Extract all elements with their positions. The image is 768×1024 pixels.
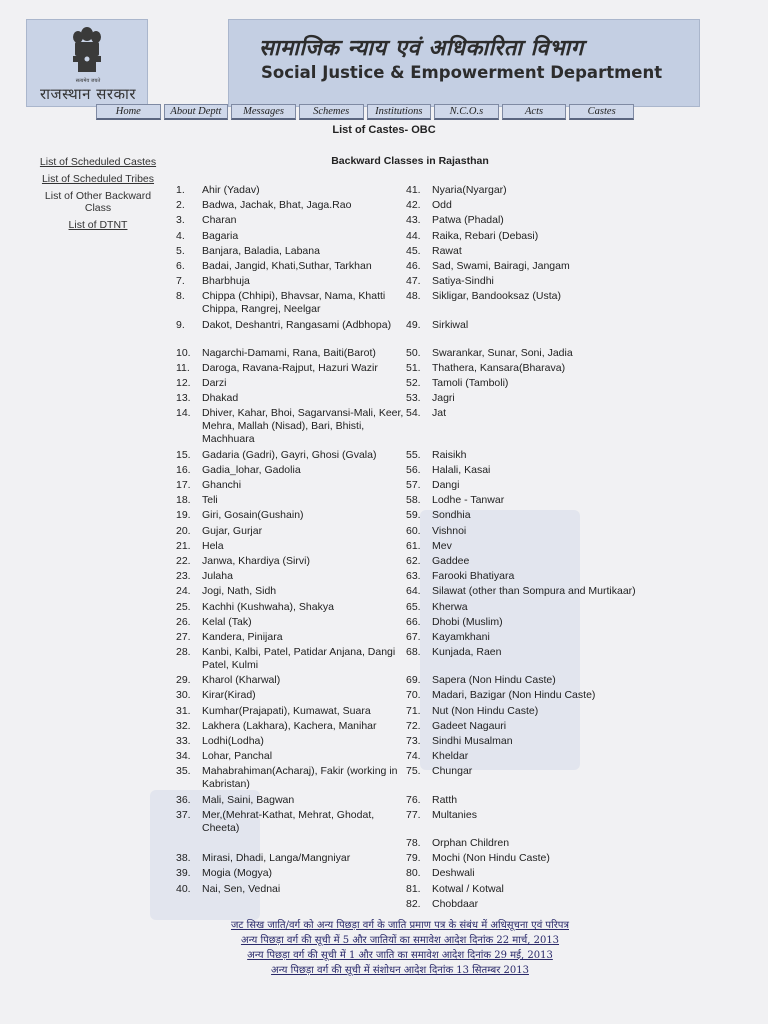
caste-list-item [406,898,706,913]
item-number: 25. [176,600,191,613]
caste-list-item [176,509,410,524]
caste-list-item [406,245,706,260]
caste-name: Sapera (Non Hindu Caste) [432,674,556,687]
item-number: 45. [406,244,421,257]
caste-name: Sindhi Musalman [432,735,513,747]
notification-link-5-castes[interactable]: अन्य पिछड़ा वर्ग की सूची में 5 और जातियों का समावेश आदेश दिनांक 22 मार्च, 2013 [240,935,560,946]
caste-list-item [406,809,706,837]
caste-list-item [406,794,706,809]
caste-list-item [406,883,706,898]
caste-list-item [406,319,706,347]
caste-name: Mogia (Mogya) [202,867,273,880]
item-number: 57. [406,479,421,491]
item-number: 39. [176,867,191,880]
item-number: 56. [406,463,421,476]
caste-list-item [406,646,706,674]
caste-name: Kherwa [432,600,468,613]
item-number: 51. [406,361,421,374]
caste-name: Kotwal / Kotwal [432,882,504,895]
item-number: 66. [406,615,421,628]
caste-list-item [406,214,706,229]
item-number: 63. [406,570,421,583]
caste-name: Kirar(Kirad) [202,689,256,702]
item-number: 20. [176,524,191,537]
caste-list-item [406,570,706,585]
item-number: 53. [406,392,421,405]
caste-list-item [176,214,410,229]
item-number: 18. [176,494,191,507]
item-number: 82. [406,897,421,910]
caste-list-item [176,852,410,867]
caste-list-item [176,794,410,809]
item-number: 17. [176,479,191,491]
caste-name: Sikligar, Bandooksaz (Usta) [432,290,561,303]
caste-list-item [176,290,410,318]
item-number: 2. [176,199,185,212]
caste-list-item [406,392,706,407]
caste-list-left [176,184,410,898]
item-number: 13. [176,392,191,405]
item-number: 19. [176,509,191,522]
caste-name: Janwa, Khardiya (Sirvi) [202,554,310,567]
sidebar-link-scheduled-tribes[interactable]: List of Scheduled Tribes [41,173,155,185]
caste-name: Chippa (Chhipi), Bhavsar, Nama, Khatti Chippa, Rangrej, Neelgar [202,290,386,316]
item-number: 21. [176,539,191,552]
ashoka-emblem-icon [65,24,109,78]
caste-name: Mahabrahiman(Acharaj), Fakir (working in Kabristan) [202,765,398,791]
caste-list-item [176,449,410,464]
caste-name: Kelal (Tak) [202,615,252,628]
caste-name: Julaha [202,570,233,583]
caste-name: Gadia_lohar, Gadolia [202,463,301,476]
item-number: 75. [406,765,421,778]
state-emblem-panel [26,19,148,107]
caste-name: Badwa, Jachak, Bhat, Jaga.Rao [202,199,352,212]
item-number: 6. [176,259,185,272]
caste-list-item [176,275,410,290]
caste-name: Gaddee [432,554,470,567]
caste-name: Kachhi (Kushwaha), Shakya [202,600,334,613]
caste-list-item [176,540,410,555]
caste-name: Kayamkhani [432,630,490,643]
caste-list-item [176,319,410,347]
item-number: 62. [406,554,421,567]
caste-name: Hela [202,539,224,552]
item-number: 71. [406,704,421,717]
item-number: 72. [406,719,421,732]
item-number: 7. [176,275,185,288]
caste-list-item [406,867,706,882]
caste-name: Nyaria(Nyargar) [432,184,507,196]
caste-name: Gujar, Gurjar [202,524,263,537]
caste-list-item [176,199,410,214]
item-number: 11. [176,361,190,374]
caste-list-item [406,852,706,867]
caste-name: Kheldar [432,750,469,763]
caste-name: Kandera, Pinijara [202,630,283,643]
caste-list-item [176,750,410,765]
notification-link-amendment[interactable]: अन्य पिछड़ा वर्ग की सूची में संशोधन आदेश दिनांक 13 सितम्बर 2013 [271,965,529,976]
department-title-hindi: सामाजिक न्याय एवं अधिकारिता विभाग [259,36,584,61]
caste-name: Chungar [432,765,473,778]
item-number: 74. [406,750,421,763]
item-number: 14. [176,407,191,420]
caste-list-item [406,464,706,479]
caste-name: Deshwali [432,867,475,880]
item-number: 61. [406,539,421,552]
caste-name: Silawat (other than Sompura and Murtikaar) [432,585,636,598]
item-number: 73. [406,735,421,747]
item-number: 1. [176,184,185,196]
caste-list-right [406,184,706,913]
caste-list-item [406,525,706,540]
nav-schemes[interactable]: Schemes [299,104,364,120]
item-number: 35. [176,765,191,778]
caste-name: Mev [432,539,452,552]
caste-list-item [176,735,410,750]
notification-link-1-caste[interactable]: अन्य पिछड़ा वर्ग की सूची में 1 और जाति का समावेश आदेश दिनांक 29 मई, 2013 [247,950,553,961]
item-number: 70. [406,689,421,702]
caste-name: Mali, Saini, Bagwan [202,793,295,806]
item-number: 33. [176,735,191,747]
department-banner [228,19,700,107]
caste-list-item [406,377,706,392]
caste-list-item [176,479,410,494]
caste-name: Sirkiwal [432,318,469,331]
caste-name: Raika, Rebari (Debasi) [432,229,539,242]
emblem-motto: सत्यमेव जयते [75,78,101,84]
caste-list-item [176,883,410,898]
item-number: 58. [406,494,421,507]
item-number: 60. [406,524,421,537]
caste-list-item [406,290,706,318]
caste-name: Nagarchi-Damami, Rana, Baiti(Barot) [202,346,376,359]
caste-name: Kanbi, Kalbi, Patel, Patidar Anjana, Dangi Patel, Kulmi [202,646,396,672]
top-nav [96,104,634,118]
caste-name: Jagri [432,392,455,405]
item-number: 23. [176,570,191,583]
caste-name: Bagaria [202,229,239,242]
item-number: 28. [176,646,191,659]
caste-name: Dakot, Deshantri, Rangasami (Adbhopa) [202,318,392,331]
caste-list-item [406,689,706,704]
caste-list-item [176,464,410,479]
item-number: 46. [406,259,421,272]
caste-name: Farooki Bhatiyara [432,570,515,583]
item-number: 4. [176,229,185,242]
caste-name: Madari, Bazigar (Non Hindu Caste) [432,689,596,702]
caste-name: Thathera, Kansara(Bharava) [432,361,566,374]
item-number: 9. [176,318,185,331]
caste-list-item [176,392,410,407]
caste-list-item [406,509,706,524]
caste-name: Patwa (Phadal) [432,214,504,227]
item-number: 40. [176,882,191,895]
caste-name: Kunjada, Raen [432,646,502,659]
item-number: 44. [406,229,421,242]
caste-list-item [406,449,706,464]
item-number: 41. [406,184,421,196]
caste-list-item [406,347,706,362]
caste-name [202,837,410,852]
item-number: 26. [176,615,191,628]
item-number: 50. [406,346,421,359]
caste-list-item [176,347,410,362]
caste-list-item [406,479,706,494]
caste-name: Ahir (Yadav) [202,184,260,196]
caste-name: Ghanchi [202,479,242,491]
nav-castes[interactable]: Castes [569,104,634,120]
caste-list-item [176,260,410,275]
caste-name: Tamoli (Tamboli) [432,377,509,390]
caste-list-item [176,601,410,616]
caste-name: Gadaria (Gadri), Gayri, Ghosi (Gvala) [202,448,377,461]
item-number: 80. [406,867,421,880]
caste-list-item [406,275,706,290]
item-number: 42. [406,199,421,212]
caste-name: Kumhar(Prajapati), Kumawat, Suara [202,704,371,717]
item-number: 65. [406,600,421,613]
item-number: 36. [176,793,191,806]
caste-list-item [176,616,410,631]
item-number: 15. [176,448,191,461]
item-number: 43. [406,214,421,227]
caste-name: Mochi (Non Hindu Caste) [432,852,550,865]
caste-name: Ratth [432,793,458,806]
caste-list-item [406,720,706,735]
caste-list-item [406,837,706,852]
nav-acts[interactable]: Acts [502,104,567,120]
caste-name: Jogi, Nath, Sidh [202,585,277,598]
caste-list-item [176,362,410,377]
caste-name: Dhobi (Muslim) [432,615,503,628]
caste-name: Teli [202,494,218,507]
caste-list-item [406,540,706,555]
notification-links [140,918,660,978]
nav-messages[interactable]: Messages [231,104,296,120]
item-number: 77. [406,808,421,821]
item-number: 8. [176,290,185,303]
item-number: 49. [406,318,421,331]
caste-name: Daroga, Ravana-Rajput, Hazuri Wazir [202,361,378,374]
item-number: 24. [176,585,191,598]
caste-list-item [176,674,410,689]
caste-name: Lakhera (Lakhara), Kachera, Manihar [202,719,377,732]
notification-link-jat-sikh[interactable]: जट सिख जाति/वर्ग को अन्य पिछड़ा वर्ग के जाति प्रमाण पत्र के संबंध में अधिसूचना एवं परिपत्र [230,920,569,931]
caste-list-item [406,585,706,600]
sidebar-link-dtnt[interactable]: List of DTNT [68,219,128,231]
caste-name: Satiya-Sindhi [432,275,494,288]
caste-name: Darzi [202,377,227,390]
item-number: 64. [406,585,421,598]
caste-list-item [406,674,706,689]
caste-name: Sad, Swami, Bairagi, Jangam [432,259,570,272]
caste-list-item [406,616,706,631]
caste-list-item [406,735,706,750]
caste-name: Bharbhuja [202,275,250,288]
caste-list-item [176,631,410,646]
caste-name: Rawat [432,244,462,257]
state-name: राजस्थान सरकार [39,85,137,103]
caste-list-item [176,555,410,570]
caste-list-item [176,720,410,735]
list-title: Backward Classes in Rajasthan [331,155,489,167]
item-number: 55. [406,448,421,461]
caste-name: Dhakad [202,392,239,405]
item-number: 59. [406,509,421,522]
item-number: 27. [176,630,191,643]
sidebar [34,156,162,236]
item-number: 5. [176,244,185,257]
item-number: 16. [176,463,191,476]
caste-name: Sondhia [432,509,471,522]
caste-name: Charan [202,214,237,227]
caste-list-item [176,377,410,392]
item-number: 37. [176,808,191,821]
caste-list-item [176,184,410,199]
item-number: 76. [406,793,421,806]
item-number: 22. [176,554,191,567]
nav-about-deptt[interactable]: About Deptt [164,104,229,120]
caste-list-item [406,765,706,793]
caste-list-item [406,260,706,275]
caste-list-item [406,555,706,570]
caste-name: Jat [432,407,447,420]
item-number: 78. [406,836,421,849]
caste-list-item [176,230,410,245]
caste-list-item [406,230,706,245]
item-number: 67. [406,630,421,643]
caste-name: Vishnoi [432,524,467,537]
item-number: 34. [176,750,191,763]
item-number: 30. [176,689,191,702]
caste-name: Giri, Gosain(Gushain) [202,509,304,522]
caste-name: Mirasi, Dhadi, Langa/Mangniyar [202,852,351,865]
caste-list-item [406,494,706,509]
item-number: 48. [406,290,421,303]
item-number: 32. [176,719,191,732]
caste-list-item [406,407,706,448]
caste-name: Lodhe - Tanwar [432,494,505,507]
page-title: List of Castes- OBC [332,124,436,136]
item-number: 10. [176,346,191,359]
caste-list-item [406,184,706,199]
caste-name: Dangi [432,479,460,491]
caste-list-item [176,646,410,674]
item-number: 38. [176,852,191,865]
caste-name: Gadeet Nagauri [432,719,507,732]
caste-name: Badai, Jangid, Khati,Suthar, Tarkhan [202,259,372,272]
caste-name: Swarankar, Sunar, Soni, Jadia [432,346,573,359]
item-number: 29. [176,674,191,687]
caste-list-item [176,407,410,448]
caste-list-item [176,585,410,600]
caste-name: Orphan Children [432,836,510,849]
item-number: 3. [176,214,185,227]
item-number: 47. [406,275,421,288]
caste-list-item [176,837,410,852]
nav-home[interactable]: Home [96,104,161,120]
caste-name: Kharol (Kharwal) [202,674,281,687]
caste-list-item [176,494,410,509]
caste-name: Chobdaar [432,897,479,910]
caste-list-item [406,750,706,765]
item-number [176,837,202,852]
item-number: 68. [406,646,421,659]
caste-name: Dhiver, Kahar, Bhoi, Sagarvansi-Mali, Keer, Mehra, Mallah (Nisad), Bari, Bhisti, Machhuara [202,407,404,446]
sidebar-item-obc-current: List of Other Backward Class [44,190,152,214]
caste-list-item [176,689,410,704]
nav-institutions[interactable]: Institutions [367,104,432,120]
caste-name: Odd [432,199,452,212]
caste-name: Banjara, Baladia, Labana [202,244,320,257]
caste-list-item [176,245,410,260]
caste-name: Raisikh [432,448,467,461]
caste-name: Mer,(Mehrat-Kathat, Mehrat, Ghodat, Cheeta) [202,808,375,834]
caste-name: Nai, Sen, Vednai [202,882,281,895]
department-title-english: Social Justice & Empowerment Department [261,63,663,82]
caste-list-item [176,809,410,837]
caste-list-item [176,765,410,793]
caste-list-item [176,570,410,585]
caste-name: Nut (Non Hindu Caste) [432,704,539,717]
caste-name: Lohar, Panchal [202,750,273,763]
caste-list-item [406,362,706,377]
caste-list-item [406,601,706,616]
item-number: 31. [176,704,191,717]
item-number: 54. [406,407,421,420]
caste-name: Halali, Kasai [432,463,491,476]
caste-name: Lodhi(Lodha) [202,735,264,747]
caste-list-item [406,631,706,646]
item-number: 81. [406,882,421,895]
sidebar-link-scheduled-castes[interactable]: List of Scheduled Castes [39,156,157,168]
caste-name: Multanies [432,808,477,821]
caste-list-item [176,867,410,882]
caste-list-item [176,525,410,540]
item-number: 79. [406,852,421,865]
caste-list-item [406,199,706,214]
item-number: 12. [176,377,191,390]
item-number: 69. [406,674,421,687]
caste-list-item [406,705,706,720]
item-number: 52. [406,377,421,390]
nav-ncos[interactable]: N.C.O.s [434,104,499,120]
caste-list-item [176,705,410,720]
